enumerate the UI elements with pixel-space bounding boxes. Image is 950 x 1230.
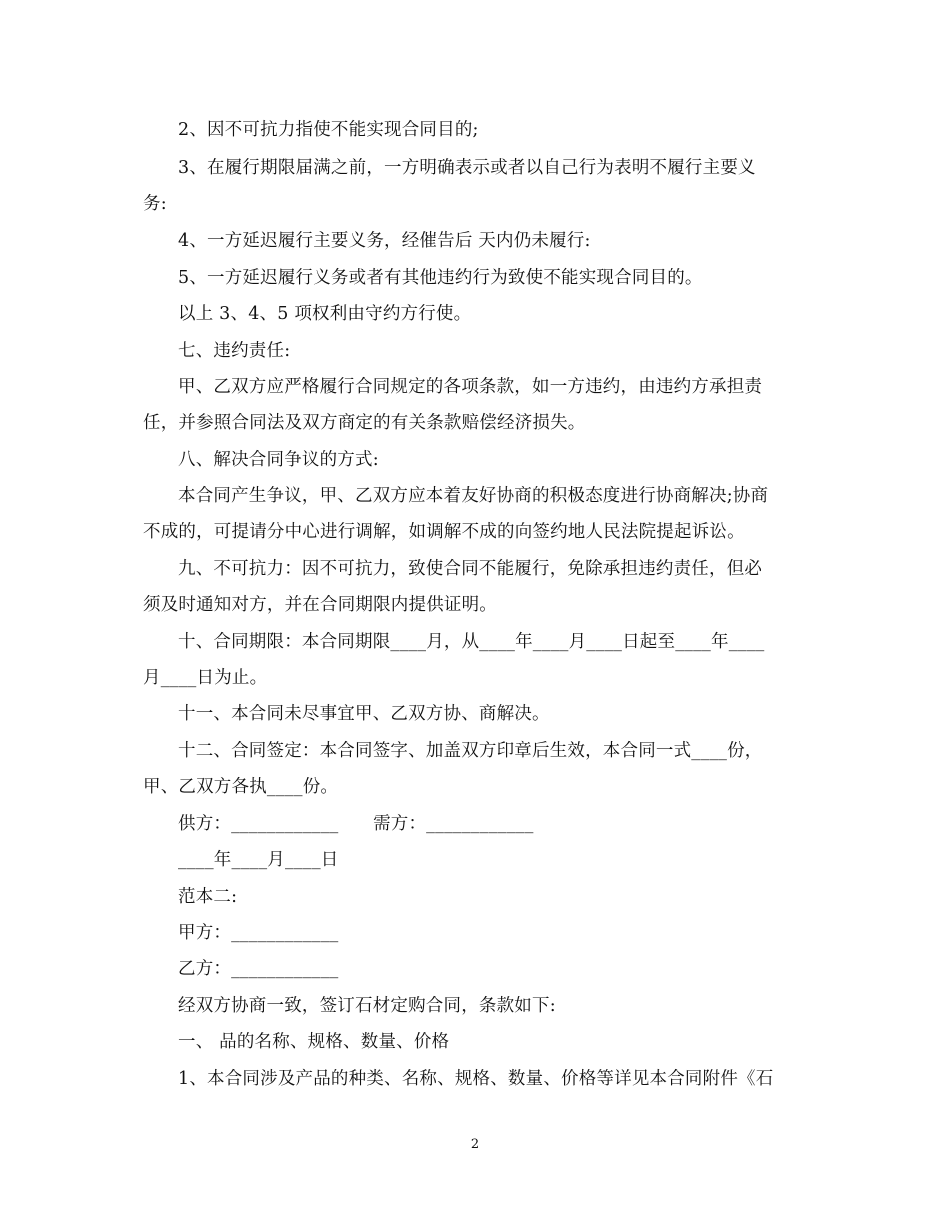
- section-heading: 一、 品的名称、规格、数量、价格: [178, 1032, 450, 1052]
- page-number: 2: [470, 1137, 480, 1152]
- text-line: 1、本合同涉及产品的种类、名称、规格、数量、价格等详见本合同附件《石: [178, 1069, 774, 1089]
- text-line: 经双方协商一致，签订石材定购合同，条款如下:: [178, 996, 556, 1016]
- text-line: 月____日为止。: [143, 668, 268, 688]
- party-line: 甲方：____________: [178, 923, 339, 943]
- text-line: 以上 3、4、5 项权利由守约方行使。: [178, 304, 472, 324]
- text-line: 任，并参照合同法及双方商定的有关条款赔偿经济损失。: [143, 413, 586, 433]
- text-line: 2、因不可抗力指使不能实现合同目的;: [178, 120, 479, 140]
- text-line: 九、不可抗力：因不可抗力，致使合同不能履行，免除承担违约责任，但必: [178, 559, 763, 579]
- text-line: 甲、乙双方应严格履行合同规定的各项条款，如一方违约，由违约方承担责: [178, 377, 763, 397]
- text-line: 5、一方延迟履行义务或者有其他违约行为致使不能实现合同目的。: [178, 268, 703, 288]
- text-line: 务:: [143, 194, 167, 214]
- text-line: 不成的，可提请分中心进行调解，如调解不成的向签约地人民法院提起诉讼。: [143, 522, 745, 542]
- text-line: 甲、乙双方各执____份。: [143, 777, 339, 797]
- text-line: 十二、合同签定：本合同签字、加盖双方印章后生效，本合同一式____份，: [178, 741, 763, 761]
- text-line: 4、一方延迟履行主要义务，经催告后 天内仍未履行:: [178, 231, 591, 251]
- text-line: 十一、本合同未尽事宜甲、乙双方协、商解决。: [178, 704, 550, 724]
- section-heading: 七、违约责任:: [178, 341, 291, 361]
- text-line: 十、合同期限：本合同期限____月，从____年____月____日起至____年____: [178, 632, 765, 652]
- text-line: 3、在履行期限届满之前，一方明确表示或者以自己行为表明不履行主要义: [178, 158, 756, 178]
- text-line: 须及时通知对方，并在合同期限内提供证明。: [143, 595, 497, 615]
- section-heading: 八、解决合同争议的方式:: [178, 450, 379, 470]
- date-line: ____年____月____日: [178, 850, 339, 870]
- signature-line: 供方：____________ 需方：____________: [178, 814, 534, 834]
- text-line: 本合同产生争议，甲、乙双方应本着友好协商的积极态度进行协商解决;协商: [178, 486, 769, 506]
- section-heading: 范本二:: [178, 887, 238, 907]
- party-line: 乙方：____________: [178, 959, 339, 979]
